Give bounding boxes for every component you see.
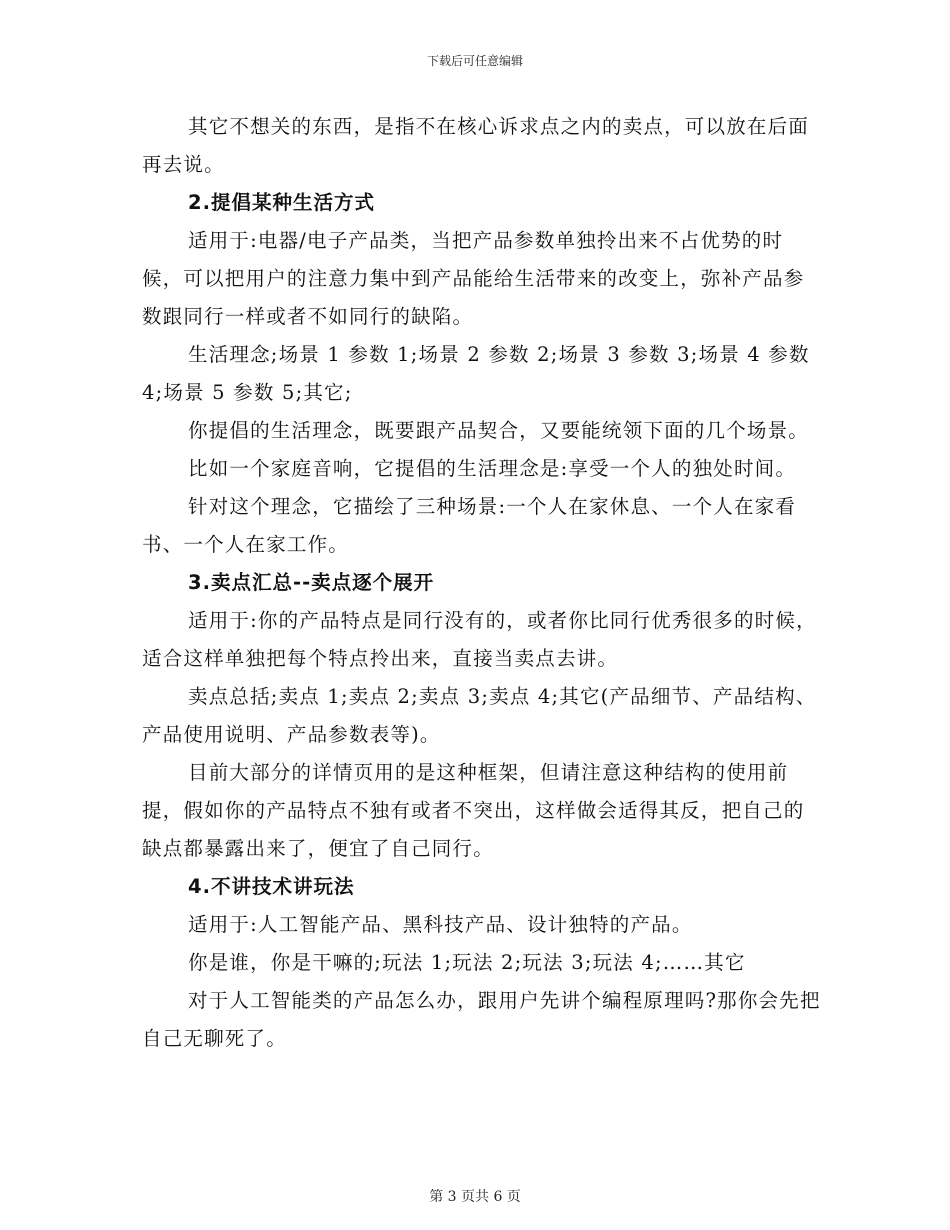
page-footer: 第 3 页共 6 页 xyxy=(429,1189,521,1205)
paragraph: 卖点总括;卖点 1;卖点 2;卖点 3;卖点 4;其它(产品细节、产品结构、产品使用说明、产品参数表等)。 xyxy=(142,685,817,746)
paragraph: 生活理念;场景 1 参数 1;场景 2 参数 2;场景 3 参数 3;场景 4 参数 4;场景 5 参数 5;其它; xyxy=(142,343,810,404)
page-header: 下载后可任意编辑 xyxy=(426,54,523,68)
section-heading: 3.卖点汇总--卖点逐个展开 xyxy=(188,571,435,594)
section-heading: 2.提倡某种生活方式 xyxy=(188,191,375,214)
paragraph: 目前大部分的详情页用的是这种框架，但请注意这种结构的使用前提，假如你的产品特点不独有或者不突出，这样做会适得其反，把自己的缺点都暴露出来了，便宜了自己同行。 xyxy=(142,761,805,860)
paragraph: 适用于:电器/电子产品类，当把产品参数单独拎出来不占优势的时候，可以把用户的注意力集中到产品能给生活带来的改变上，弥补产品参数跟同行一样或者不如同行的缺陷。 xyxy=(142,229,805,328)
paragraph: 其它不想关的东西，是指不在核心诉求点之内的卖点，可以放在后面再去说。 xyxy=(142,115,810,176)
paragraph: 针对这个理念，它描绘了三种场景:一个人在家休息、一个人在家看书、一个人在家工作。 xyxy=(142,495,797,556)
paragraph: 你提倡的生活理念，既要跟产品契合，又要能统领下面的几个场景。 xyxy=(188,419,810,442)
paragraph: 适用于:人工智能产品、黑科技产品、设计独特的产品。 xyxy=(188,913,693,936)
paragraph: 适用于:你的产品特点是同行没有的，或者你比同行优秀很多的时候，适合这样单独把每个特点拎出来，直接当卖点去讲。 xyxy=(142,609,817,670)
paragraph: 比如一个家庭音响，它提倡的生活理念是:享受一个人的独处时间。 xyxy=(188,457,797,480)
paragraph: 你是谁，你是干嘛的;玩法 1;玩法 2;玩法 3;玩法 4;……其它 xyxy=(188,951,746,974)
document-body xyxy=(142,108,822,1058)
paragraph: 对于人工智能类的产品怎么办，跟用户先讲个编程原理吗?那你会先把自己无聊死了。 xyxy=(142,989,821,1050)
section-heading: 4.不讲技术讲玩法 xyxy=(188,875,355,898)
